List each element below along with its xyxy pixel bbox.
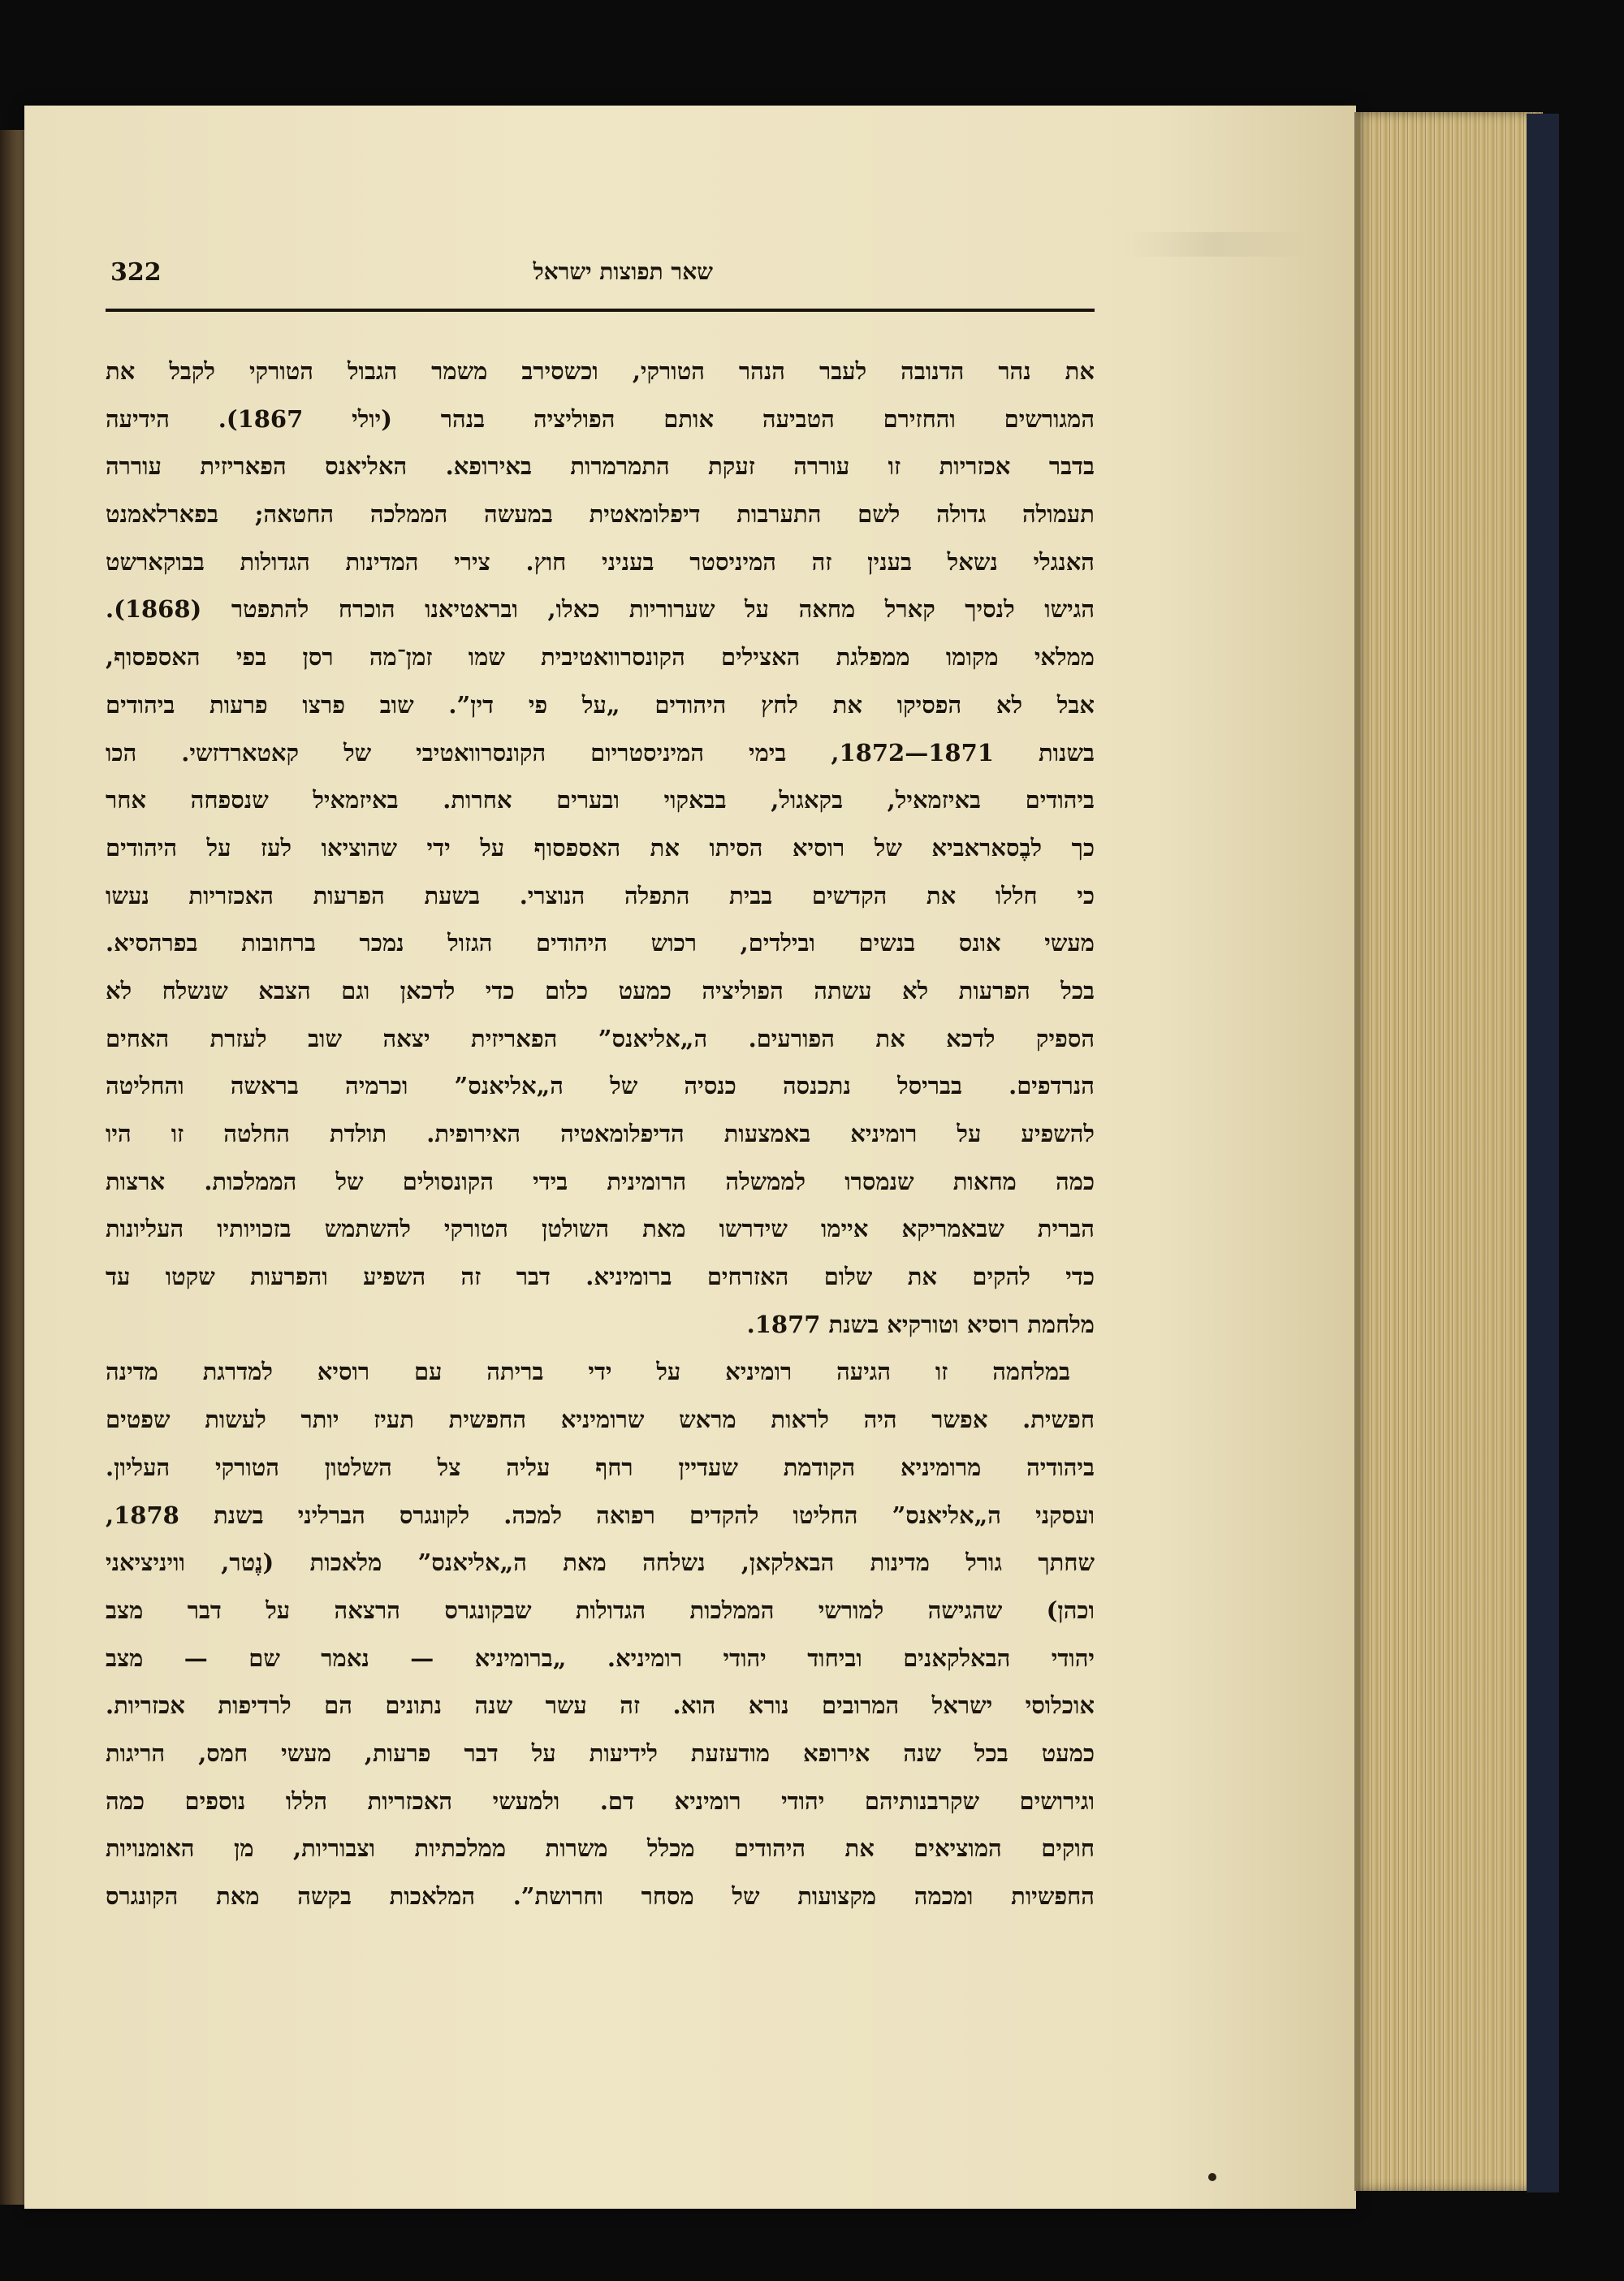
book-cover xyxy=(1527,114,1559,2192)
text-line: ביהודיה מרומיניא הקודמת שעדיין רחף עליה צל השלטון הטורקי העליון. xyxy=(106,1453,1095,1481)
header-rule xyxy=(106,309,1095,312)
text-line: אוכלוסי ישראל המרובים נורא הוא. זה עשר שנה נתונים הם לרדיפות אכזריות. xyxy=(106,1691,1095,1720)
text-line: מעשי אונס בנשים ובילדים, רכוש היהודים הגזול נמכר ברחובות בפרהסיא. xyxy=(106,929,1095,957)
text-line: האנגלי נשאל בענין זה המיניסטר בעניני חוץ. צירי המדינות הגדולות בבוקארשט xyxy=(106,547,1095,576)
text-line: במלחמה זו הגיעה רומיניא על ידי בריתה עם רוסיא למדרגת מדינה xyxy=(106,1358,1070,1386)
page-number: 322 xyxy=(110,258,162,287)
text-line: תעמולה גדולה לשם התערבות דיפלומאטית במעשה הממלכה החטאה; בפארלאמנט xyxy=(106,500,1095,529)
text-line: חפשית. אפשר היה לראות מראש שרומיניא החפשית תעיז יותר לעשות שפטים xyxy=(106,1406,1095,1434)
text-line: וגירושים שקרבנותיהם יהודי רומיניא דם. ולמעשי האכזריות הללו נוספים כמה xyxy=(106,1786,1095,1815)
text-line: להשפיע על רומיניא באמצעות הדיפלומאטיה האירופית. תולדת החלטה זו היו xyxy=(106,1120,1095,1147)
text-line: שחתך גורל מדינות הבאלקאן, נשלחה מאת ה„אליאנס” מלאכות (נֶטר, וויניציאני xyxy=(106,1549,1095,1577)
text-line: ביהודים באיזמאיל, בקאגול, בבאקוי ובערים אחרות. באיזמאיל שנספחה אחר xyxy=(106,786,1095,814)
page-stain xyxy=(1208,2173,1216,2181)
text-line: הגישו לנסיך קארל מחאה על שערוריות כאלו, ובראטיאנו הוכרח להתפטר (1868). xyxy=(106,595,1095,624)
text-line: את נהר הדנובה לעבר הנהר הטורקי, וכשסירב משמר הגבול הטורקי לקבל את xyxy=(106,357,1095,385)
text-line: בדבר אכזריות זו עוררה זעקת התמרמרות באירופא. האליאנס הפאריזית עוררה xyxy=(106,452,1095,481)
running-head xyxy=(110,258,1095,302)
text-line: ועסקני ה„אליאנס” החליטו להקדים רפואה למכה. לקונגרס הברליני בשנת 1878, xyxy=(106,1501,1095,1529)
running-title: שאר תפוצות ישראל xyxy=(533,258,713,285)
text-line: החפשיות ומכמה מקצועות של מסחר וחרושת”. המלאכות בקשה מאת הקונגרס xyxy=(106,1882,1095,1910)
text-line: כי חללו את הקדשים בבית התפלה הנוצרי. בשעת הפרעות האכזריות נעשו xyxy=(106,881,1095,909)
text-line: כמעט בכל שנה אירופא מודעזעת לידיעות על דבר פרעות, מעשי חמס, הריגות xyxy=(106,1739,1095,1767)
text-line: וכהן) שהגישה למורשי הממלכות הגדולות שבקונגרס הרצאה על דבר מצב xyxy=(106,1596,1095,1624)
text-line: ממלאי מקומו ממפלגת האצילים הקונסרוואטיבית שמו זמן־מה רסן בפי האספסוף, xyxy=(106,643,1095,672)
text-line: אבל לא הפסיקו את לחץ היהודים „על פי דין”. שוב פרצו פרעות ביהודים xyxy=(106,690,1095,719)
text-line: הנרדפים. בבריסל נתכנסה כנסיה של ה„אליאנס” וכרמיה בראשה והחליטה xyxy=(106,1072,1095,1100)
text-line: מלחמת רוסיא וטורקיא בשנת 1877. xyxy=(746,1310,1095,1338)
text-line: בכל הפרעות לא עשתה הפוליציה כמעט כלום כדי לדכאן וגם הצבא שנשלח לא xyxy=(106,976,1095,1004)
body-text xyxy=(106,348,1095,1920)
text-line: הספיק לדכא את הפורעים. ה„אליאנס” הפאריזית יצאה שוב לעזרת האחים xyxy=(106,1024,1095,1052)
text-line: הברית שבאמריקא איימו שידרשו מאת השולטן הטורקי להשתמש בזכויותיו העליונות xyxy=(106,1215,1095,1243)
bleed-through-text xyxy=(1121,232,1307,257)
text-line: חוקים המוציאים את היהודים מכלל משרות ממלכתיות וצבוריות, מן האומנויות xyxy=(106,1834,1095,1863)
page-stack-edges xyxy=(1354,112,1543,2191)
text-line: המגורשים והחזירם הטביעה אותם הפוליציה בנהר (יולי 1867). הידיעה xyxy=(106,404,1095,433)
text-line: כדי להקים את שלום האזרחים ברומיניא. דבר זה השפיע והפרעות שקטו עד xyxy=(106,1263,1095,1291)
text-line: כמה מחאות שנמסרו לממשלה הרומינית בידי הקונסולים של הממלכות. ארצות xyxy=(106,1167,1095,1195)
text-line: בשנות 1871—1872, בימי המיניסטריום הקונסרוואטיבי של קאטארדזשי. הכו xyxy=(106,738,1095,767)
text-line: כך לבֶסאראביא של רוסיא הסיתו את האספסוף על ידי שהוציאו לעז על היהודים xyxy=(106,833,1095,862)
text-line: יהודי הבאלקאנים וביחוד יהודי רומיניא. „ברומיניא — נאמר שם — מצב xyxy=(106,1644,1095,1672)
